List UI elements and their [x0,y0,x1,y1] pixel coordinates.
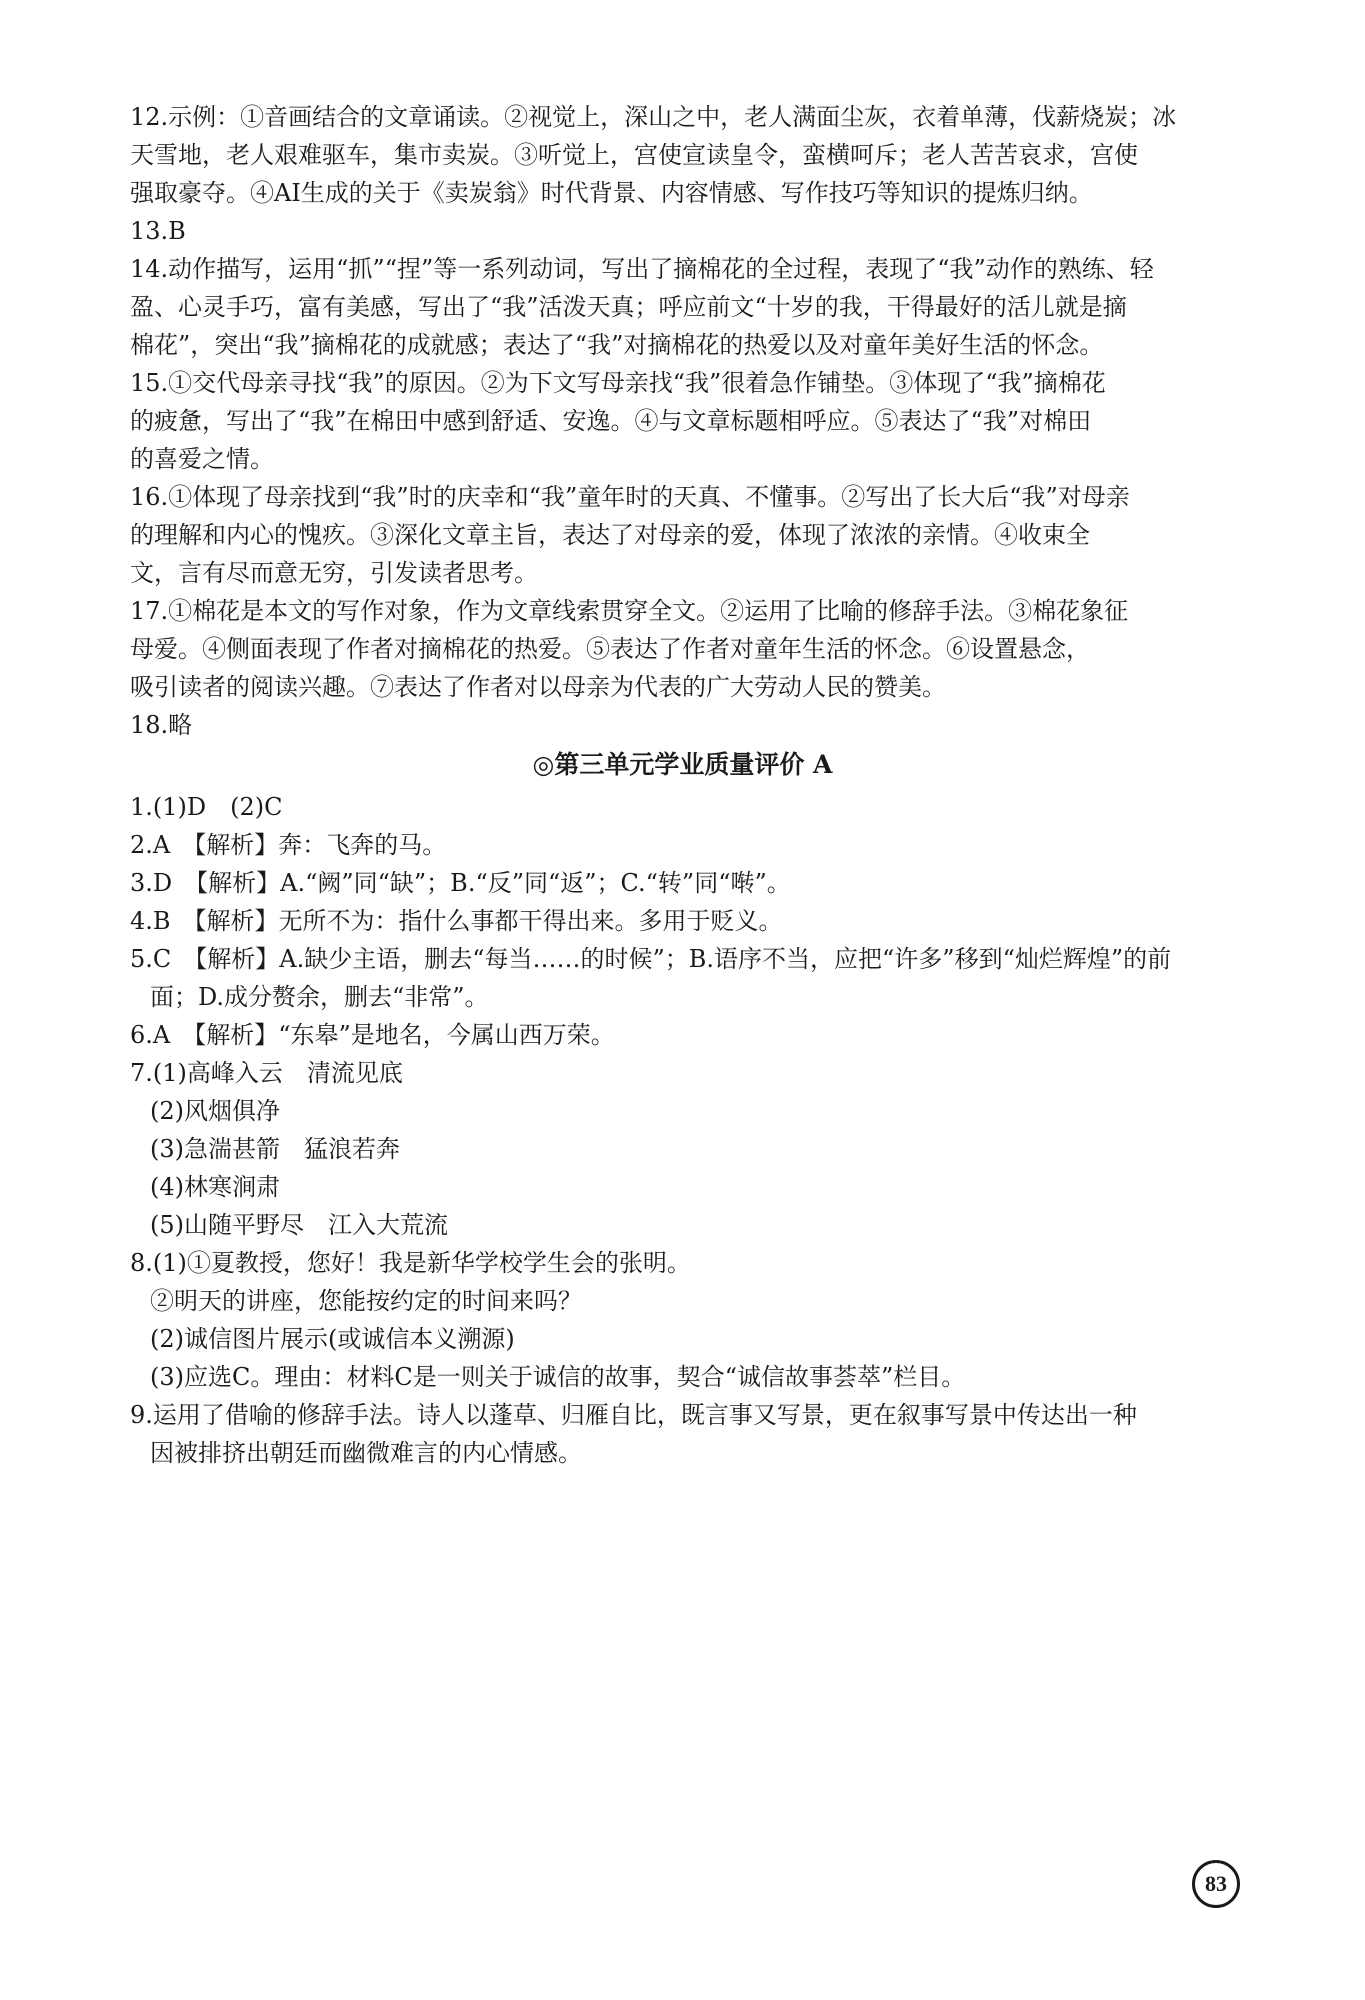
answer-a-9-line-2: 因被排挤出朝廷而幽微难言的内心情感。 [150,1439,582,1467]
answer-a-4: 4.B 【解析】无所不为：指什么事都干得出来。多用于贬义。 [130,907,783,935]
answer-17-line-3: 吸引读者的阅读兴趣。⑦表达了作者对以母亲为代表的广大劳动人民的赞美。 [130,673,946,701]
answer-17-line-2: 母爱。④侧面表现了作者对摘棉花的热爱。⑤表达了作者对童年生活的怀念。⑥设置悬念， [130,635,1090,663]
answer-16-line-2: 的理解和内心的愧疚。③深化文章主旨，表达了对母亲的爱，体现了浓浓的亲情。④收束全 [130,521,1090,549]
answer-12-line-3: 强取豪夺。④AI生成的关于《卖炭翁》时代背景、内容情感、写作技巧等知识的提炼归纳。 [130,179,1093,207]
answer-a-3: 3.D 【解析】A.“阙”同“缺”；B.“反”同“返”；C.“转”同“啭”。 [130,869,791,897]
answer-a-8-1: 8.(1)①夏教授，您好！我是新华学校学生会的张明。 [130,1249,691,1277]
section-title: ◎第三单元学业质量评价 A [532,750,833,779]
answer-a-7-2: (2)风烟俱净 [150,1097,280,1125]
answer-a-7-5: (5)山随平野尽 江入大荒流 [150,1211,448,1239]
answer-15-line-3: 的喜爱之情。 [130,445,274,473]
answer-14-line-2: 盈、心灵手巧，富有美感，写出了“我”活泼天真；呼应前文“十岁的我，干得最好的活儿就是摘 [130,293,1127,321]
answer-16-line-3: 文，言有尽而意无穷，引发读者思考。 [130,559,538,587]
page-number-badge: 83 [1192,1860,1240,1908]
answer-a-8-2: (2)诚信图片展示(或诚信本义溯源) [150,1325,515,1353]
answer-a-1: 1.(1)D (2)C [130,793,283,821]
answer-a-8-1-b: ②明天的讲座，您能按约定的时间来吗？ [150,1287,582,1315]
answer-16-line-1: 16.①体现了母亲找到“我”时的庆幸和“我”童年时的天真、不懂事。②写出了长大后“我”对母亲 [130,483,1130,511]
answer-a-7-3: (3)急湍甚箭 猛浪若奔 [150,1135,400,1163]
answer-17-line-1: 17.①棉花是本文的写作对象，作为文章线索贯穿全文。②运用了比喻的修辞手法。③棉花象征 [130,597,1129,625]
answer-18: 18.略 [130,711,193,739]
answer-14-line-3: 棉花”，突出“我”摘棉花的成就感；表达了“我”对摘棉花的热爱以及对童年美好生活的怀念。 [130,331,1104,359]
answer-12-line-2: 天雪地，老人艰难驱车，集市卖炭。③听觉上，宫使宣读皇令，蛮横呵斥；老人苦苦哀求，宫使 [130,141,1138,169]
answer-12-line-1: 12.示例：①音画结合的文章诵读。②视觉上，深山之中，老人满面尘灰，衣着单薄，伐薪烧炭；冰 [130,103,1177,131]
answer-a-7-1: 7.(1)高峰入云 清流见底 [130,1059,403,1087]
answer-a-2: 2.A 【解析】奔：飞奔的马。 [130,831,447,859]
answer-14-line-1: 14.动作描写，运用“抓”“捏”等一系列动词，写出了摘棉花的全过程，表现了“我”动作的熟练、轻 [130,255,1154,283]
answer-a-9-line-1: 9.运用了借喻的修辞手法。诗人以蓬草、归雁自比，既言事又写景，更在叙事写景中传达出一种 [130,1401,1137,1429]
answer-a-7-4: (4)林寒涧肃 [150,1173,280,1201]
answer-15-line-1: 15.①交代母亲寻找“我”的原因。②为下文写母亲找“我”很着急作铺垫。③体现了“我”摘棉花 [130,369,1106,397]
answer-a-6: 6.A 【解析】“东皋”是地名，今属山西万荣。 [130,1021,615,1049]
answer-15-line-2: 的疲惫，写出了“我”在棉田中感到舒适、安逸。④与文章标题相呼应。⑤表达了“我”对棉田 [130,407,1092,435]
answer-13: 13.B [130,217,186,245]
answer-a-5-line-1: 5.C 【解析】A.缺少主语，删去“每当……的时候”；B.语序不当，应把“许多”移到“灿烂辉煌”的前 [130,945,1172,973]
answer-a-5-line-2: 面；D.成分赘余，删去“非常”。 [150,983,489,1011]
answer-a-8-3: (3)应选C。理由：材料C是一则关于诚信的故事，契合“诚信故事荟萃”栏目。 [150,1363,966,1391]
